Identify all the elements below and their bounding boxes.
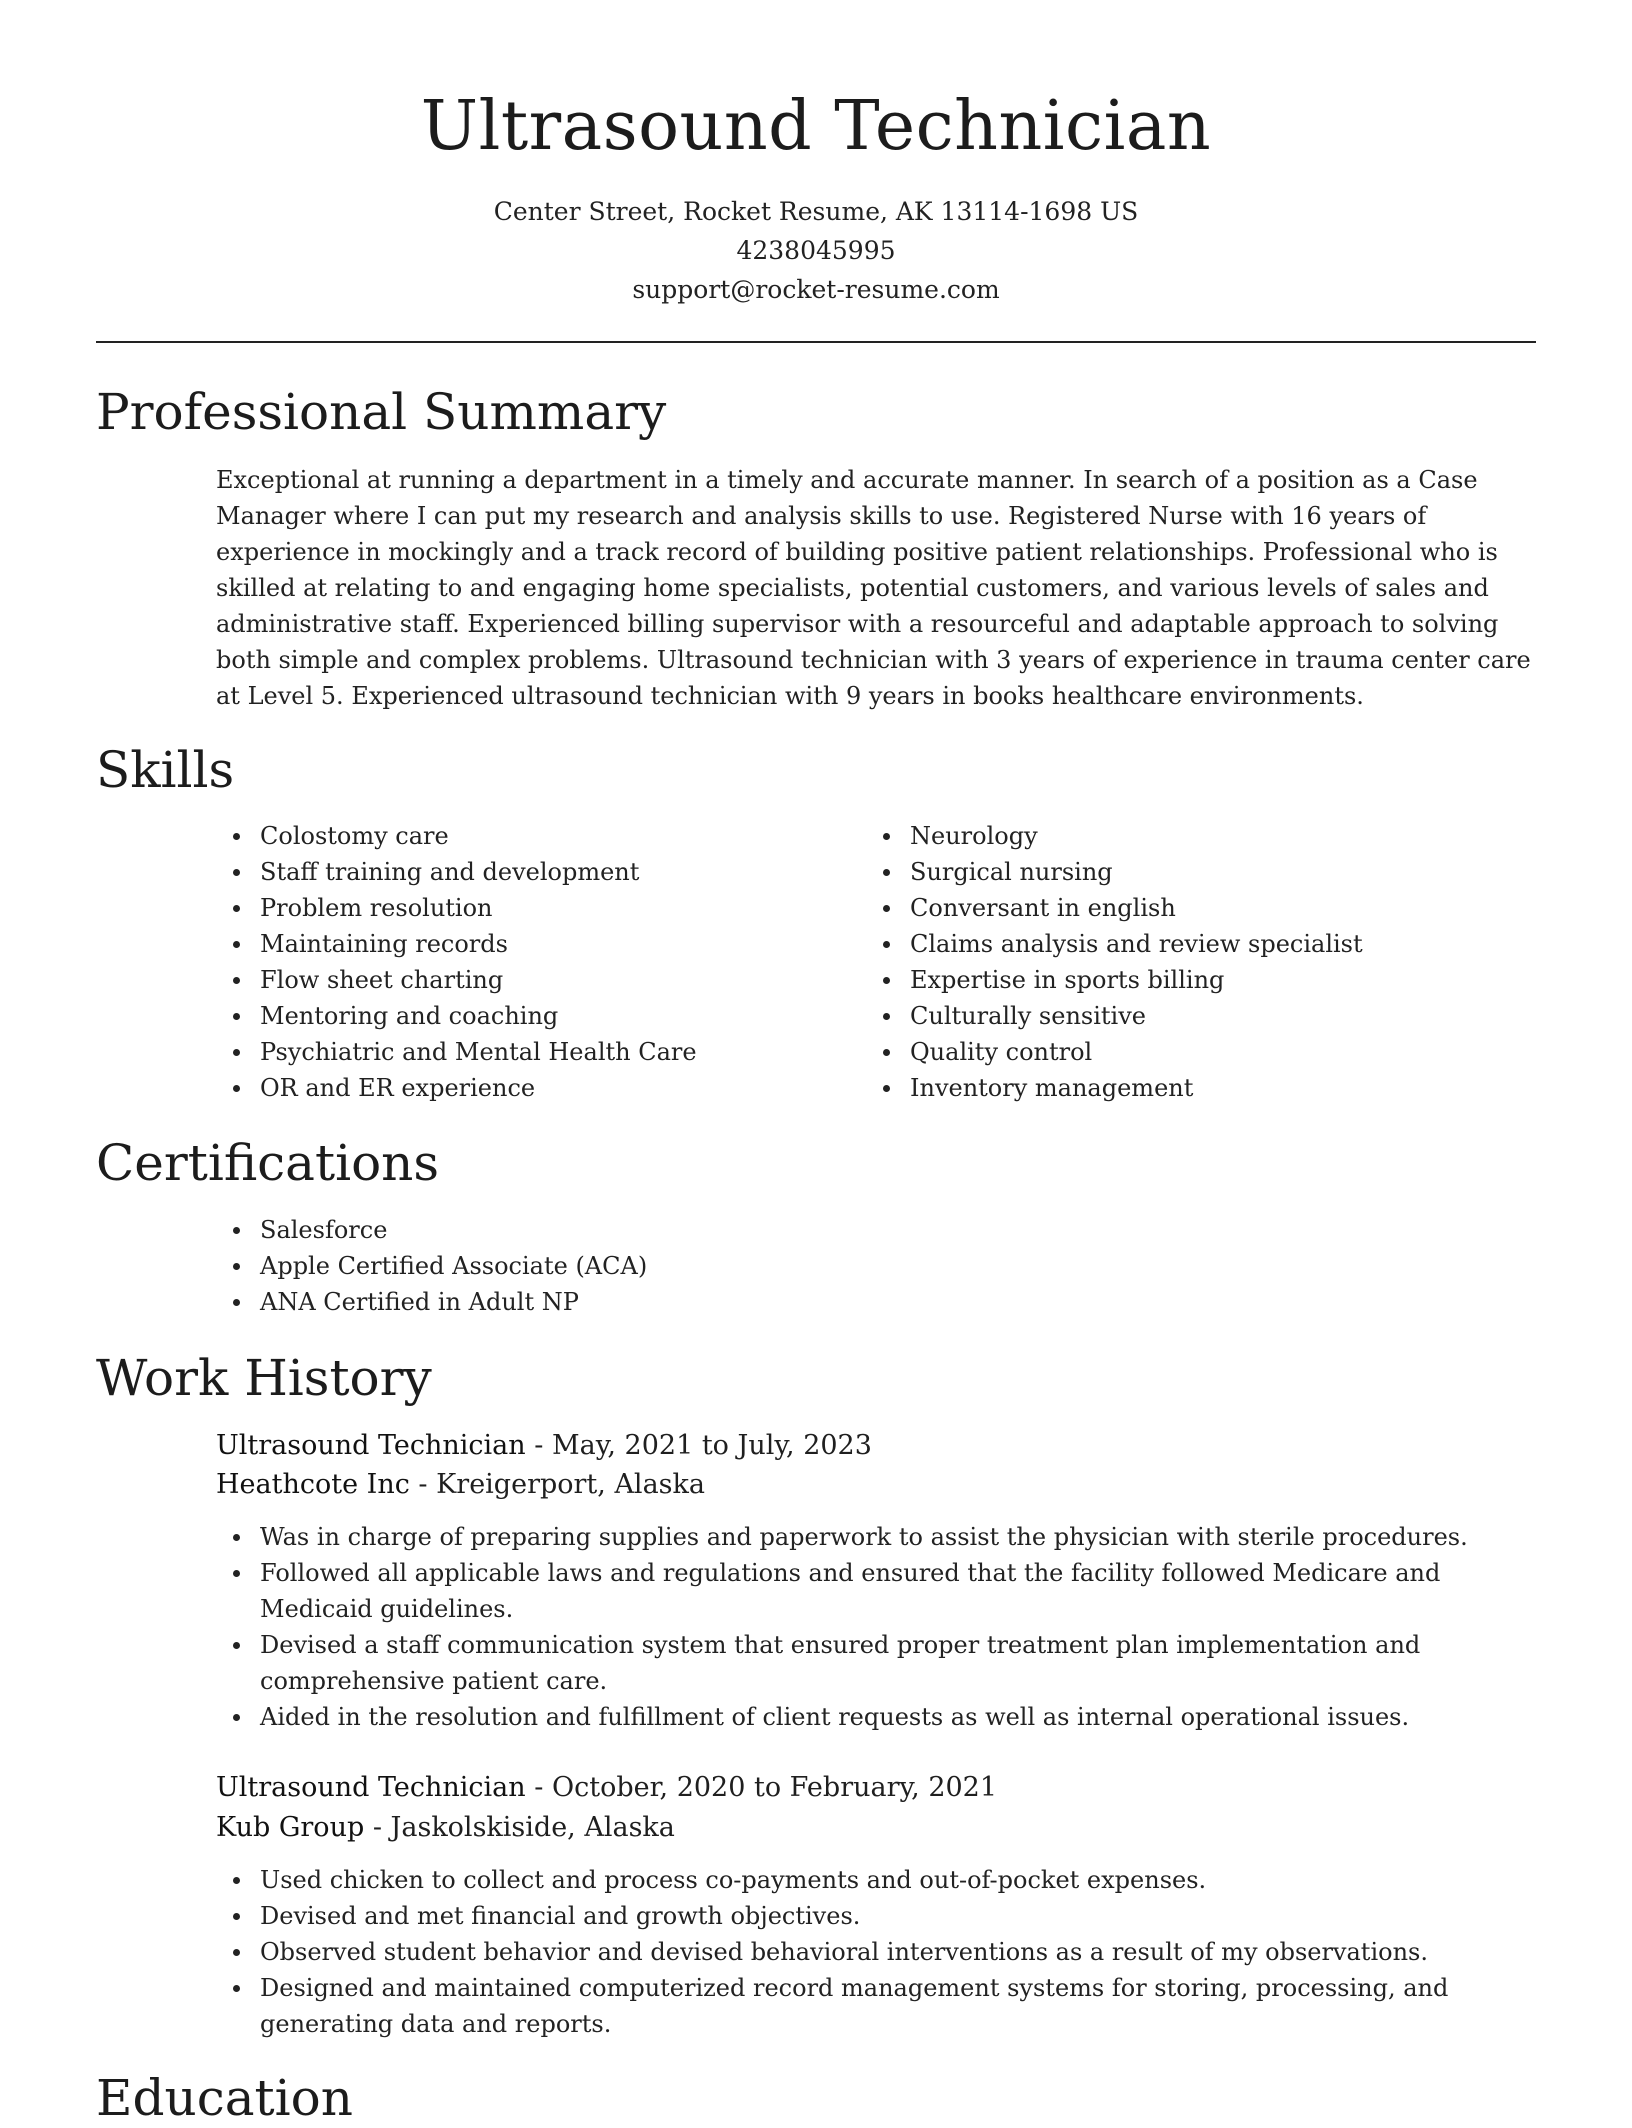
email: support@rocket-resume.com — [632, 275, 1000, 304]
skill-item: Quality control — [866, 1034, 1526, 1070]
skill-item: Surgical nursing — [866, 854, 1526, 890]
skill-item: Maintaining records — [216, 926, 816, 962]
skill-item: Inventory management — [866, 1070, 1526, 1106]
skill-item: Neurology — [866, 818, 1526, 854]
resume-header — [0, 0, 1632, 309]
job-2-location: - Jaskolskiside, Alaska — [364, 1812, 675, 1843]
summary-heading: Professional Summary — [96, 383, 667, 441]
job-duty-item: Designed and maintained computerized record management systems for storing, processing, and generating data and reports. — [216, 1970, 1536, 2042]
job-2-duties — [216, 1862, 1536, 2042]
job-1-duties — [216, 1519, 1536, 1735]
candidate-name: Ultrasound Technician — [420, 87, 1212, 166]
skills-list-right — [866, 818, 1526, 1106]
job-2-company-line — [216, 1808, 675, 1847]
skill-item: Conversant in english — [866, 890, 1526, 926]
skill-item: Problem resolution — [216, 890, 816, 926]
job-duty-item: Was in charge of preparing supplies and paperwork to assist the physician with sterile procedures. — [216, 1519, 1536, 1555]
job-duty-item: Aided in the resolution and fulfillment of client requests as well as internal operational issues. — [216, 1699, 1536, 1735]
skills-heading: Skills — [96, 741, 235, 799]
contact-info — [0, 192, 1632, 309]
phone: 4238045995 — [736, 236, 896, 265]
job-duty-item: Devised and met financial and growth objectives. — [216, 1898, 1536, 1934]
job-duty-item: Used chicken to collect and process co-payments and out-of-pocket expenses. — [216, 1862, 1536, 1898]
skill-item: Flow sheet charting — [216, 962, 816, 998]
skill-item: Staff training and development — [216, 854, 816, 890]
header-divider — [96, 341, 1536, 343]
summary-text: Exceptional at running a department in a timely and accurate manner. In search of a position as a Case Manager where I can put my research and analysis skills to use. Registered Nurse with 16 years of experience in mockingly and a track record of building positive patient relationships. Professional who is skilled at relating to and engaging home specialists, potential customers, and various levels of sales and administrative staff. Experienced billing supervisor with a resourceful and adaptable approach to solving both simple and complex problems. Ultrasound technician with 3 years of experience in trauma center care at Level 5. Experienced ultrasound technician with 9 years in books healthcare environments. — [216, 466, 1531, 710]
job-duty-item: Followed all applicable laws and regulations and ensured that the facility followed Medicare and Medicaid guidelines. — [216, 1555, 1536, 1627]
skill-item: Expertise in sports billing — [866, 962, 1526, 998]
address: Center Street, Rocket Resume, AK 13114-1698 US — [493, 197, 1139, 226]
job-1-location: - Kreigerport, Alaska — [409, 1469, 705, 1500]
job-duty-item: Devised a staff communication system that ensured proper treatment plan implementation and comprehensive patient care. — [216, 1627, 1536, 1699]
skill-item: OR and ER experience — [216, 1070, 816, 1106]
job-1-title: Ultrasound Technician — [216, 1430, 526, 1461]
certification-item: Salesforce — [216, 1212, 1016, 1248]
job-2-title: Ultrasound Technician — [216, 1772, 526, 1803]
skill-item: Colostomy care — [216, 818, 816, 854]
job-1-company: Heathcote Inc — [216, 1469, 410, 1500]
job-duty-item: Observed student behavior and devised behavioral interventions as a result of my observations. — [216, 1934, 1536, 1970]
skill-item: Culturally sensitive — [866, 998, 1526, 1034]
job-1-company-line — [216, 1465, 705, 1504]
job-2-title-line — [216, 1768, 997, 1807]
certification-item: Apple Certified Associate (ACA) — [216, 1248, 1016, 1284]
job-2-dates: - October, 2020 to February, 2021 — [525, 1772, 998, 1803]
job-1-dates: - May, 2021 to July, 2023 — [525, 1430, 872, 1461]
education-heading: Education — [96, 2069, 353, 2127]
skill-item: Psychiatric and Mental Health Care — [216, 1034, 816, 1070]
certification-item: ANA Certified in Adult NP — [216, 1284, 1016, 1320]
skill-item: Claims analysis and review specialist — [866, 926, 1526, 962]
job-1-title-line — [216, 1426, 872, 1465]
job-2-company: Kub Group — [216, 1812, 365, 1843]
certifications-list — [216, 1212, 1016, 1320]
certifications-heading: Certifications — [96, 1134, 440, 1192]
skill-item: Mentoring and coaching — [216, 998, 816, 1034]
skills-list-left — [216, 818, 816, 1106]
work-history-heading: Work History — [96, 1349, 432, 1407]
